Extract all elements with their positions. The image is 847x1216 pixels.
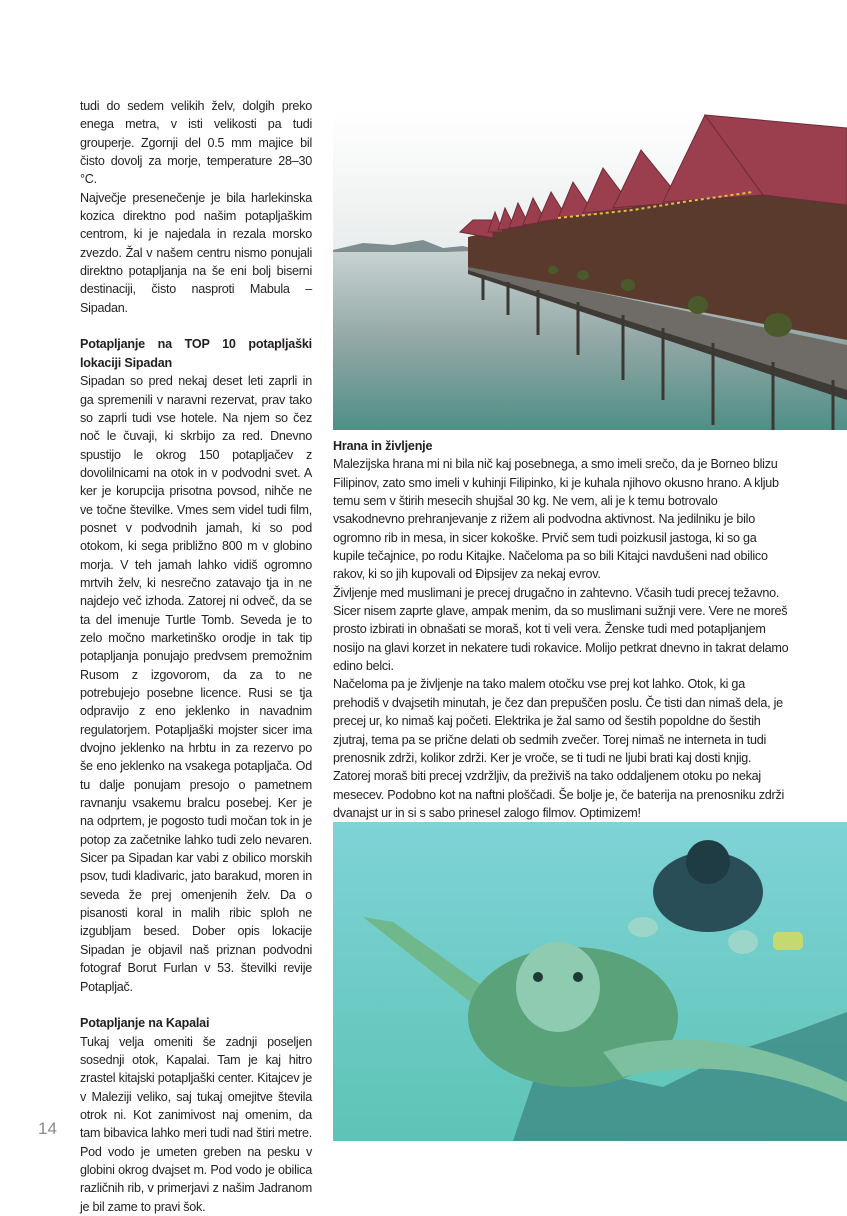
section-heading-sipadan: Potapljanje na TOP 10 potapljaški lokaciji Sipadan — [80, 337, 312, 370]
photo-sea-turtle — [333, 822, 847, 1141]
food-paragraph: Malezijska hrana mi ni bila nič kaj posebnega, a smo imeli srečo, da je Borneo blizu Filipinov, zato smo imeli v kuhinji Filipinko, ki je kuhala njihovo okusno hrano. A kljub temu sem v štirih mesecih shujšal 30 kg. Ne vem, ali je k temu botrovalo vsakodnevno prehranjevanje z rižem ali podvodna aktivnost. Na jedilniku je bilo ogromno rib in mesa, in sicer kokoške. Prvič sem tudi poizkusil jastoga, ki so ga kupile tečajnice, po rodu Kitajke. Načeloma pa so bili Kitajci navdušeni nad obilico rakov, ki so jih kupovali od Đipsijev za nekaj evrov. — [333, 457, 779, 582]
left-text-column — [80, 97, 312, 1216]
section-body-kapalai: Tukaj velja omeniti še zadnji poseljen sosednji otok, Kapalai. Tam je kaj hitro zrastel kitajski potapljaški center. Kitajcev je v Maleziji veliko, saj tukaj omejitve števila otrok ni. Kot zanimivost naj omenim, da tam bibavica lahko meri tudi nad štiri metre. Pod vodo je umeten greben na pesku v globini okrog dvajset m. Pod vodo je obilica različnih rib, v primerjavi z našim Jadranom je bil zame to pravi šok. — [80, 1034, 312, 1214]
section-heading-kapalai: Potapljanje na Kapalai — [80, 1016, 210, 1031]
photo-stilt-huts — [333, 110, 847, 430]
right-text-column — [333, 437, 791, 822]
spacer — [80, 317, 312, 335]
intro-paragraph: tudi do sedem velikih želv, dolgih preko enega metra, v isti velikosti pa tudi grouperje. Zgornji del 0.5 mm majice bil čisto dovolj za morje, temperature 28–30 °C. — [80, 99, 312, 187]
stilt-huts-illustration — [333, 110, 847, 430]
spacer — [80, 996, 312, 1014]
island-paragraph: Načeloma pa je življenje na tako malem otočku vse prej kot lahko. Otok, ki ga prehodiš v dvajsetih minutah, je čez dan prepuščen poslu. Če tisti dan nimaš dela, je precej ur, ko nimaš kaj početi. Elektrika je žal samo od šestih popoldne do šestih zjutraj, tema pa se prične delati ob sedmih zvečer. Torej nimaš ne interneta in tudi prenosnik zdrži, kolikor zdrži. Ker je vroče, se ti tudi ne ljubi brati kaj dosti knjig. Zatorej moraš biti precej vzdržljiv, da preživiš na tako oddaljenem otoku po nekaj mesecev. Podobno kot na naftni ploščadi. Še bolje je, če baterija na prenosniku zdrži dvanajst ur in si s sabo prinesel zalogo filmov. Optimizem! — [333, 677, 785, 820]
section-body-sipadan: Sipadan so pred nekaj deset leti zaprli in ga spremenili v naravni rezervat, prav tako so zaprli tudi vse hotele. Na njem so čez noč le čuvaji, ki skrbijo za red. Dnevno spustijo le okrog 150 potapljačev z dovolilnicami na otok in v podvodni svet. A ker je korupcija prisotna povsod, nihče ne ve točne številke. Vmes sem videl tudi film, posnet v podvodnih jamah, ki so pod otokom, ki sega približno 800 m v globino morja. V teh jamah lahko vidiš ogromno mrtvih želv, ki nesrečno zatavajo tja in ne najdejo več izhoda. Zatorej ni odveč, da se ta del imenuje Turtle Tomb. Seveda je to zelo močno marketinško orodje in tak tip potapljanja ponujajo predvsem premožnim Rusom z izgovorom, da za to ne potrebujejo posebne licence. Rusi se tja odpravijo z eno jeklenko in navadnim regulatorjem. Potapljaški mojster sicer ima dvojno jeklenko na hrbtu in za rezervo po še eno jeklenko na vsakega potapljača. Od tu dalje ponujam presojo o pametnem ravnanju vsakemu bralcu posebej. Ker je na odprtem, je pogosto tudi močan tok in je potop za začetnike lahko tudi zelo nevaren. Sicer pa Sipadan kar vabi z obilico morskih psov, tudi kladivaric, jato barakud, moren in seveda že prej omenjenih želv. Da o pisanosti koral in malih ribic sploh ne izgubljam besed. Dober opis lokacije Sipadan je objavil naš priznan podvodni fotograf Borut Furlan v 53. številki revije Potapljač. — [80, 374, 312, 994]
page-number: 14 — [38, 1119, 57, 1138]
section-heading-food: Hrana in življenje — [333, 439, 433, 453]
paragraph: Največje presenečenje je bila harlekinska kozica direktno pod našim potapljaškim centrom, ki je najedala in rezala morsko zvezdo. Žal v našem centru nismo ponujali direktno potapljanja na še eni bolj biserni destinaciji, čisto nasproti Mabula – Sipadan. — [80, 190, 312, 315]
life-paragraph: Življenje med muslimani je precej drugačno in zahtevno. Včasih tudi precej težavno. Sicer nisem zaprte glave, ampak menim, da so muslimani sužnji vere. Vere ne moreš prosto izbirati in obnašati se moraš, kot ti veli vera. Ženske tudi med potapljanjem nosijo na glavi korzet in nekatere tudi rokavice. Molijo petkrat dnevno in takrat delamo edino belci. — [333, 585, 789, 674]
sea-turtle-illustration — [333, 822, 847, 1141]
